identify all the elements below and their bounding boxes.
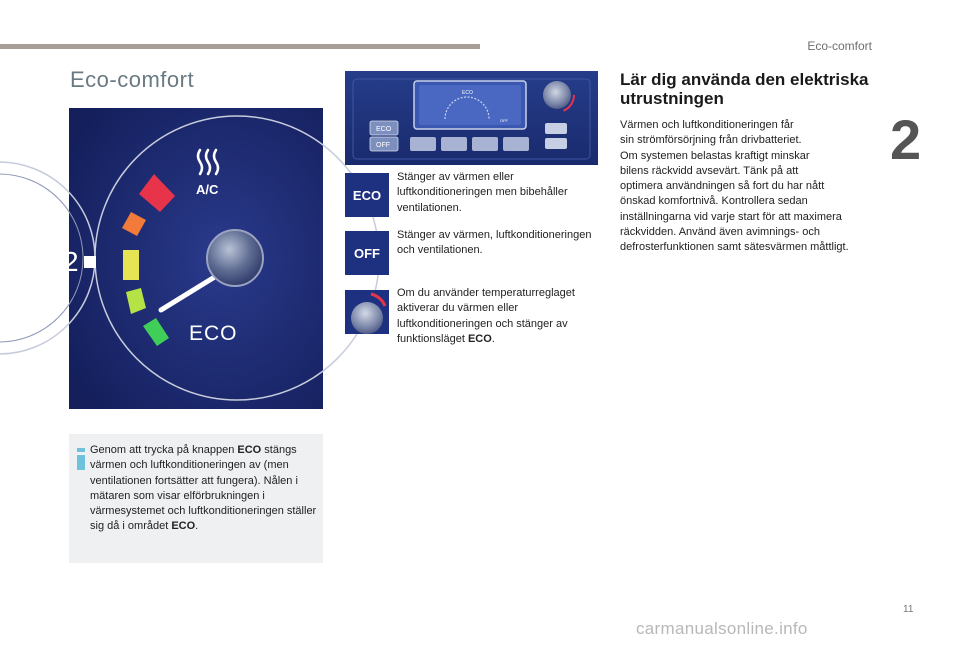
info-icon [77,448,85,470]
temperature-knob-icon [345,290,389,334]
legend-off-text: Stänger av värmen, luftkonditioneringen och ventilationen. [397,229,592,257]
header-section-label: Eco-comfort [807,39,872,53]
watermark: carmanualsonline.info [636,619,808,638]
legend-knob-text: Om du använder temperaturreglaget aktiverar du värmen eller luftkonditioneringen och stänger av funktionsläget ECO. [397,287,575,345]
svg-text:ECO: ECO [352,188,382,203]
eco-button-icon [345,173,389,217]
header-rule [0,44,480,49]
gauge-eco-label: ECO [189,322,238,345]
gauge-side-label: 2 [63,246,79,277]
gauge-ac-label: A/C [196,182,219,197]
page-number: 11 [903,604,914,615]
info-text: Genom att trycka på knappen ECO stängs värmen och luftkonditioneringen av (men ventilationen fortsätter att fungera). Nålen i mätaren som visar elförbrukningen i värmesystemet och luftkonditioneringen ställer sig då i området ECO. [90,444,317,533]
panel-off-button: OFF [376,142,390,149]
off-button-icon [345,231,389,275]
panel-display-off: OFF [500,118,508,123]
chapter-number: 2 [890,108,922,171]
climate-panel-illustration [345,71,598,165]
eco-gauge-illustration [63,108,323,409]
panel-eco-button: ECO [376,126,392,133]
info-box [69,434,323,563]
page-title: Eco-comfort [70,67,195,92]
section-title: Lär dig använda den elektriska utrustningen [620,70,869,108]
panel-display-label: ECO [462,90,473,96]
legend-eco-text: Stänger av värmen eller luftkonditioneringen men bibehåller ventilationen. [397,171,568,214]
svg-text:OFF: OFF [354,246,380,261]
section-body: Värmen och luftkonditioneringen får sin strömförsörjning från drivbatteriet. Om systemen belastas kraftigt minskar bilens räckvidd avsevärt. Tänk på att optimera användningen så fort du har nått önskad komfortnivå. Kontrollera sedan inställningarna vid varje start för att maximera räckvidden. Använd även avimnings- och defrosterfunktionen samt sätesvärmen måttligt. [620,119,849,254]
